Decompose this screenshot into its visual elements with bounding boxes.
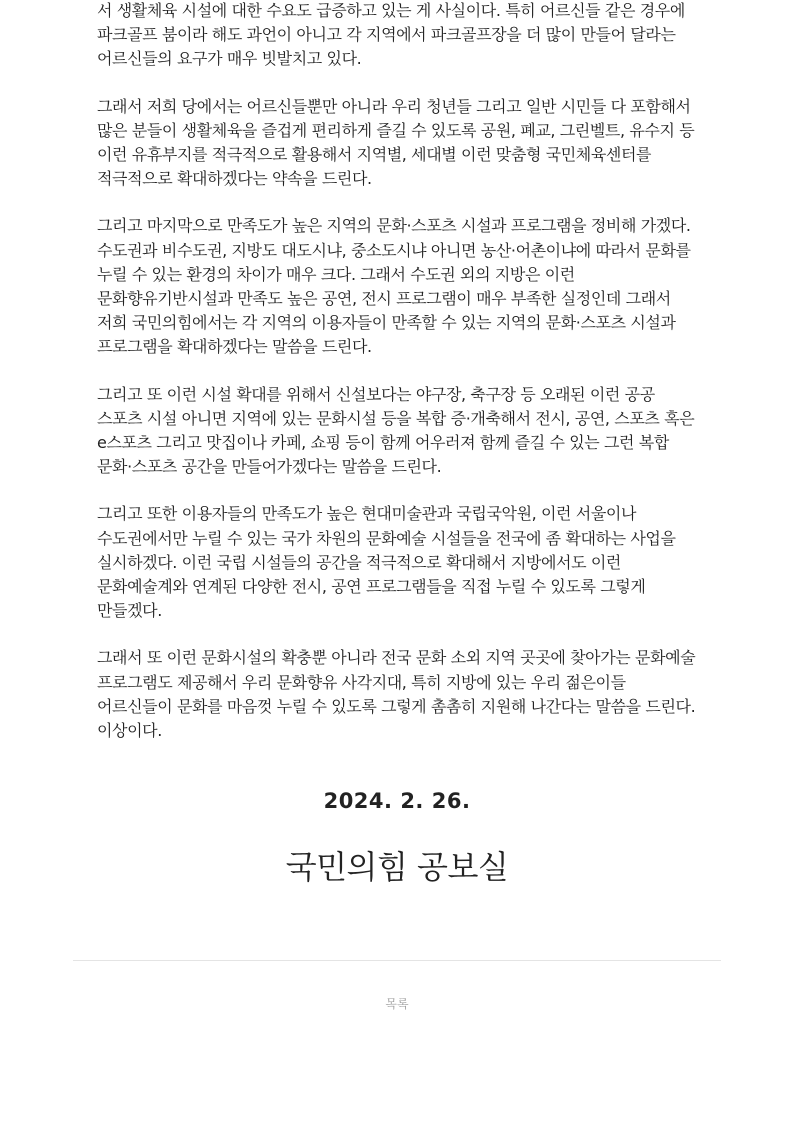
article-paragraph-3: 그리고 마지막으로 만족도가 높은 지역의 문화·스포츠 시설과 프로그램을 정비해 가겠다. 수도권과 비수도권, 지방도 대도시냐, 중소도시냐 아니면 농산·어촌이냐에 따라서 문화를 누릴 수 있는 환경의 차이가 매우 크다. 그래서 수도권 외의 지방은 이런 문화향유기반시설과 만족도 높은 공연, 전시 프로그램이 매우 부족한 실정인데 그래서 저희 국민의힘에서는 각 지역의 이용자들이 만족할 수 있는 지역의 문화·스포츠 시설과 프로그램을 확대하겠다는 말씀을 드린다. <box>97 216 691 357</box>
section-divider <box>73 960 721 961</box>
article-body <box>97 0 697 766</box>
issuing-organization: 국민의힘 공보실 <box>285 848 509 886</box>
article-paragraph-2: 그래서 저희 당에서는 어르신들뿐만 아니라 우리 청년들 그리고 일반 시민들 다 포함해서 많은 분들이 생활체육을 즐겁게 편리하게 즐길 수 있도록 공원, 폐교, 그린벨트, 유수지 등 이런 유휴부지를 적극적으로 활용해서 지역별, 세대별 이런 맞춤형 국민체육센터를 적극적으로 확대하겠다는 약속을 드린다. <box>97 96 695 189</box>
list-button[interactable]: 목록 <box>385 997 409 1011</box>
article-paragraph-4: 그리고 또 이런 시설 확대를 위해서 신설보다는 야구장, 축구장 등 오래된 이런 공공 스포츠 시설 아니면 지역에 있는 문화시설 등을 복합 증·개축해서 전시, 공연, 스포츠 혹은 e스포츠 그리고 맛집이나 카페, 쇼핑 등이 함께 어우러져 함께 즐길 수 있는 그런 복합 문화·스포츠 공간을 만들어가겠다는 말씀을 드린다. <box>97 384 695 477</box>
article-paragraph-1: 서 생활체육 시설에 대한 수요도 급증하고 있는 게 사실이다. 특히 어르신들 같은 경우에 파크골프 붐이라 해도 과언이 아니고 각 지역에서 파크골프장을 더 많이 만들어 달라는 어르신들의 요구가 매우 빗발치고 있다. <box>97 1 685 69</box>
article-paragraph-5: 그리고 또한 이용자들의 만족도가 높은 현대미술관과 국립국악원, 이런 서울이나 수도권에서만 누릴 수 있는 국가 차원의 문화예술 시설들을 전국에 좀 확대하는 사업을 실시하겠다. 이런 국립 시설들의 공간을 적극적으로 확대해서 지방에서도 이런 문화예술계와 연계된 다양한 전시, 공연 프로그램들을 직접 누릴 수 있도록 그렇게 만들겠다. <box>97 504 676 621</box>
release-date: 2024. 2. 26. <box>323 789 471 813</box>
article-paragraph-6: 그래서 또 이런 문화시설의 확충뿐 아니라 전국 문화 소외 지역 곳곳에 찾아가는 문화예술 프로그램도 제공해서 우리 문화향유 사각지대, 특히 지방에 있는 우리 젊은이들 어르신들이 문화를 마음껏 누릴 수 있도록 그렇게 촘촘히 지원해 나간다는 말씀을 드린다. 이상이다. <box>97 648 696 741</box>
